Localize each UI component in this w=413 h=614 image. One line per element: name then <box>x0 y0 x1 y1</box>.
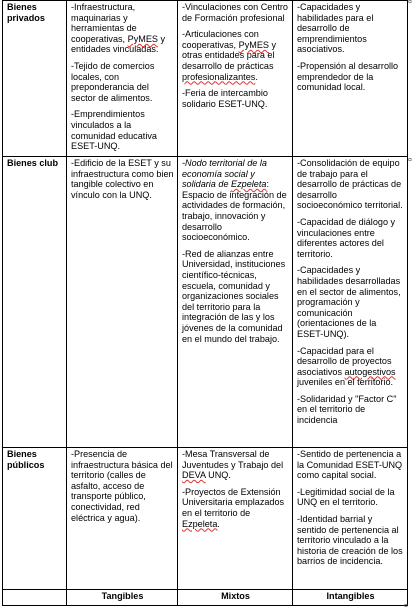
column-header-intangibles: Intangibles <box>293 590 408 606</box>
cell-item: -Propensión al desarrollo emprendedor de la comunidad local. <box>297 60 399 93</box>
end-of-row-mark: ¤ <box>408 157 412 164</box>
cell-item: -Vinculaciones con Centro de Formación profesional <box>182 2 288 23</box>
cell-item: -Solidaridad y "Factor C" en el territorio de incidencia <box>297 393 397 426</box>
intangibles-cell <box>293 1 408 157</box>
cell-item: -Red de alianzas entre Universidad, instituciones científico-técnicas, escuela, comunidad y organizaciones sociales del territorio para la integración de las y los jóvenes de la comunidad en el mundo del trabajo. <box>182 248 286 344</box>
column-header-mixtos: Mixtos <box>178 590 293 606</box>
cell-item: -Infraestructura, maquinarias y herramientas de cooperativas, PyMES y entidades vinculadas. <box>71 2 166 55</box>
mixtos-cell <box>178 1 293 157</box>
cell-item: -Consolidación de equipo de trabajo para el desarrollo de prácticas de desarrollo socioeconómico territorial. <box>297 158 403 211</box>
cell-item: -Legitimidad social de la UNQ en el territorio. <box>297 486 395 508</box>
cell-item: -Presencia de infraestructura básica del territorio (calles de asfalto, acceso de transporte público, conectividad, red eléctrica y agua). <box>71 449 173 523</box>
table-row <box>3 1 408 157</box>
column-header-tangibles: Tangibles <box>67 590 178 606</box>
empty-corner-cell <box>3 590 67 606</box>
mixtos-cell <box>178 448 293 590</box>
column-header-row <box>3 590 408 606</box>
row-header: Bienes club <box>3 157 67 448</box>
cell-item: -Mesa Transversal de Juventudes y Trabajo del DEVA UNQ. <box>182 449 284 481</box>
cell-item: -Nodo territorial de la economía social y solidaria de Ezpeleta: Espacio de integración de actividades de formación, trabajo, innovación y desarrollo socioeconómico. <box>182 158 287 243</box>
cell-item: -Feria de intercambio solidario ESET-UNQ. <box>182 88 268 109</box>
goods-table <box>2 0 408 606</box>
cell-item: -Capacidades y habilidades desarrolladas en el sector de alimentos, programación y comunicación (orientaciones de la ESET-UNQ). <box>297 265 401 339</box>
cell-item: -Emprendimientos vinculados a la comunidad educativa ESET-UNQ. <box>71 109 157 152</box>
mixtos-cell <box>178 157 293 448</box>
tangibles-cell <box>67 157 178 448</box>
tangibles-cell <box>67 448 178 590</box>
cell-item: -Tejido de comercios locales, con preponderancia del sector de alimentos. <box>71 60 155 103</box>
cell-item: -Edificio de la ESET y su infraestructura como bien tangible colectivo en vínculo con la UNQ. <box>71 158 174 200</box>
intangibles-cell <box>293 157 408 448</box>
cell-item: -Capacidad para el desarrollo de proyectos asociativos autogestivos juveniles en el territorio. <box>297 345 396 388</box>
row-header: Bienes públicos <box>3 448 67 590</box>
end-of-row-mark: ¤ <box>404 603 408 610</box>
intangibles-cell <box>293 448 408 590</box>
end-of-row-mark: ¤ <box>408 0 412 6</box>
cell-item: -Articulaciones con cooperativas, PyMES y otras entidades para el desarrollo de prácticas profesionalizantes. <box>182 29 277 82</box>
row-header: Bienes privados <box>3 1 67 157</box>
cell-item: -Capacidad de diálogo y vinculaciones entre diferentes actores del territorio. <box>297 216 396 259</box>
table-row <box>3 448 408 590</box>
tangibles-cell <box>67 1 178 157</box>
cell-item: -Proyectos de Extensión Universitaria emplazados en el territorio de Ezpeleta. <box>182 486 285 529</box>
cell-item: -Sentido de pertenencia a la Comunidad ESET-UNQ como capital social. <box>297 449 403 481</box>
cell-item: -Identidad barrial y sentido de pertenencia al territorio vinculado a la historia de creación de los barrios de incidencia. <box>297 513 403 567</box>
table-row <box>3 157 408 448</box>
cell-item: -Capacidades y habilidades para el desarrollo de emprendimientos asociativos. <box>297 2 374 55</box>
